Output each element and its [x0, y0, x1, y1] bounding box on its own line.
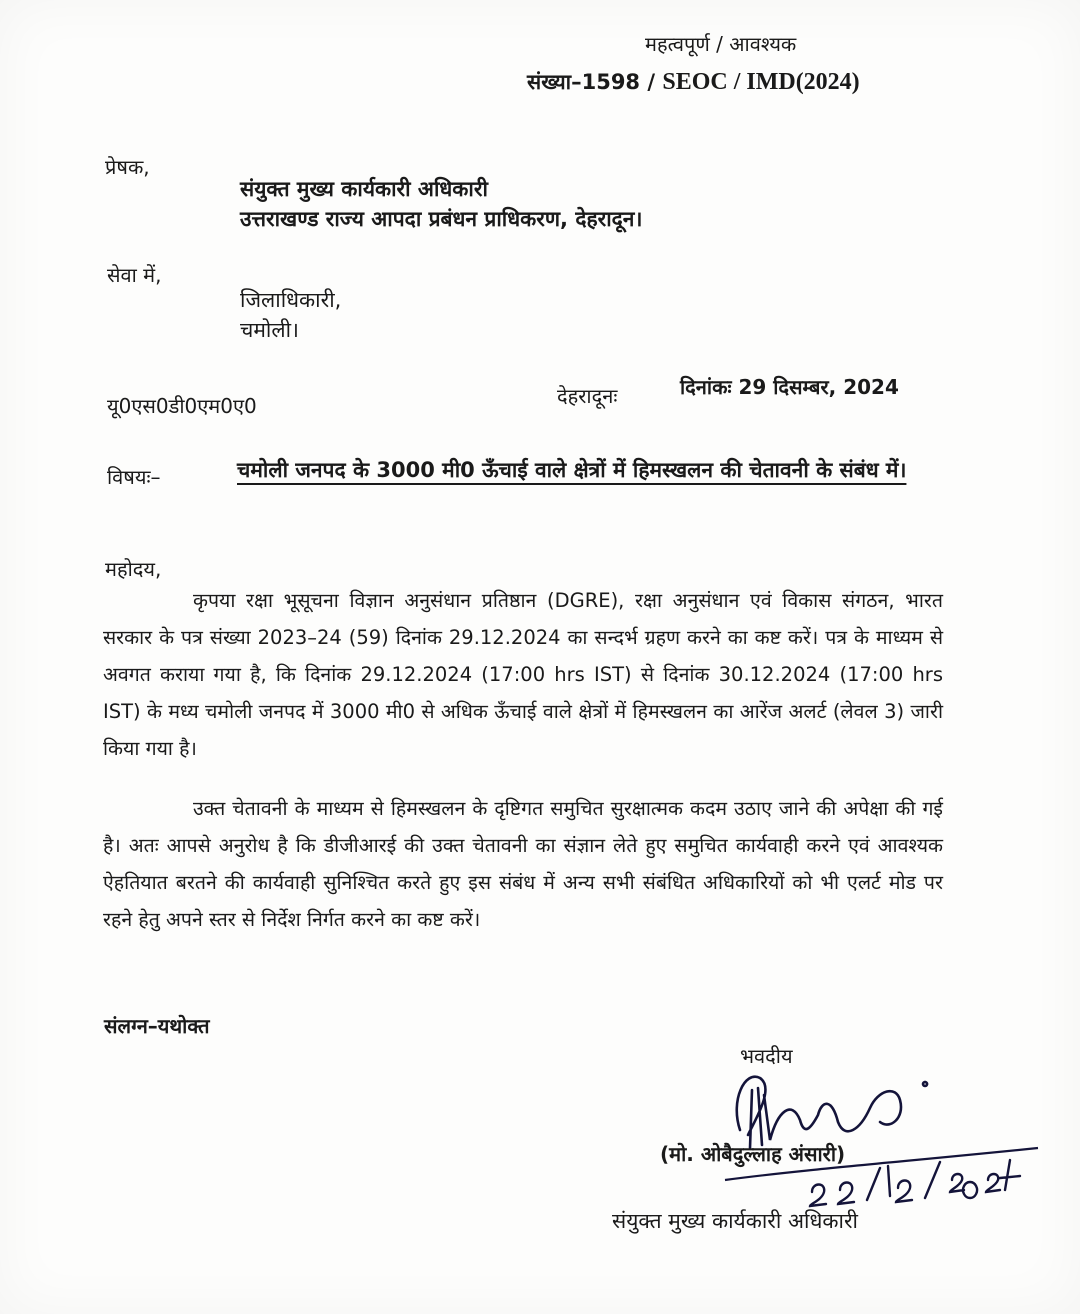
body-paragraph-2 — [103, 790, 943, 938]
recipient-designation: जिलाधिकारी, — [240, 288, 342, 312]
body-paragraph-1 — [103, 582, 943, 767]
paragraph-2-text: उक्त चेतावनी के माध्यम से हिमस्खलन के दृष्टिगत समुचित सुरक्षात्मक कदम उठाए जाने की अपेक्षा की गई है। अतः आपसे अनुरोध है कि डीजीआरई की उक्त चेतावनी का संज्ञान लेते हुए समुचित कार्यवाही करने एवं आवश्यक ऐहतियात बरतने की कार्यवाही सुनिश्चित करते हुए इस संबंध में अन्य सभी संबंधित अधिकारियों को भी एलर्ट मोड पर रहने हेतु अपने स्तर से निर्देश निर्गत करने का कष्ट करें। — [103, 797, 943, 931]
priority-label: महत्वपूर्ण / आवश्यक — [645, 32, 797, 56]
paragraph-1-text: कृपया रक्षा भूसूचना विज्ञान अनुसंधान प्रतिष्ठान (DGRE), रक्षा अनुसंधान एवं विकास संगठन, भारत सरकार के पत्र संख्या 2023–24 (59) दिनांक 29.12.2024 का सन्दर्भ ग्रहण करने का कष्ट करें। पत्र के माध्यम से अवगत कराया गया है, कि दिनांक 29.12.2024 (17:00 hrs IST) से दिनांक 30.12.2024 (17:00 hrs IST) के मध्य चमोली जनपद में 3000 मी0 से अधिक ऊँचाई वाले क्षेत्रों में हिमस्खलन का आरेंज अलर्ट (लेवल 3) जारी किया गया है। — [103, 589, 943, 760]
recipient-label: सेवा में, — [107, 263, 162, 287]
department-code: यू0एस0डी0एम0ए0 — [107, 394, 257, 418]
salutation: महोदय, — [105, 557, 162, 581]
closing: भवदीय — [740, 1044, 793, 1068]
handwritten-date — [720, 1140, 1050, 1210]
place: देहरादूनः — [557, 384, 618, 408]
signatory-name: (मो. ओबैदुल्लाह अंसारी) — [660, 1142, 846, 1166]
reference-number — [527, 68, 860, 96]
sender-label: प्रेषक, — [105, 155, 150, 179]
reference-suffix: SEOC / IMD(2024) — [662, 69, 860, 95]
letter-date: दिनांकः 29 दिसम्बर, 2024 — [680, 375, 899, 399]
subject-text — [237, 452, 949, 489]
recipient-district: चमोली। — [240, 318, 299, 342]
subject-label: विषयः– — [107, 465, 161, 489]
subject-text-content: चमोली जनपद के 3000 मी0 ऊँचाई वाले क्षेत्रों में हिमस्खलन की चेतावनी के संबंध में। — [237, 458, 907, 482]
signatory-designation: संयुक्त मुख्य कार्यकारी अधिकारी — [612, 1209, 858, 1233]
sender-designation: संयुक्त मुख्य कार्यकारी अधिकारी — [240, 177, 488, 201]
sender-organization: उत्तराखण्ड राज्य आपदा प्रबंधन प्राधिकरण, देहरादून। — [240, 207, 643, 231]
enclosure-note: संलग्न–यथोक्त — [104, 1014, 210, 1038]
reference-prefix: संख्या–1598 / — [527, 70, 656, 94]
